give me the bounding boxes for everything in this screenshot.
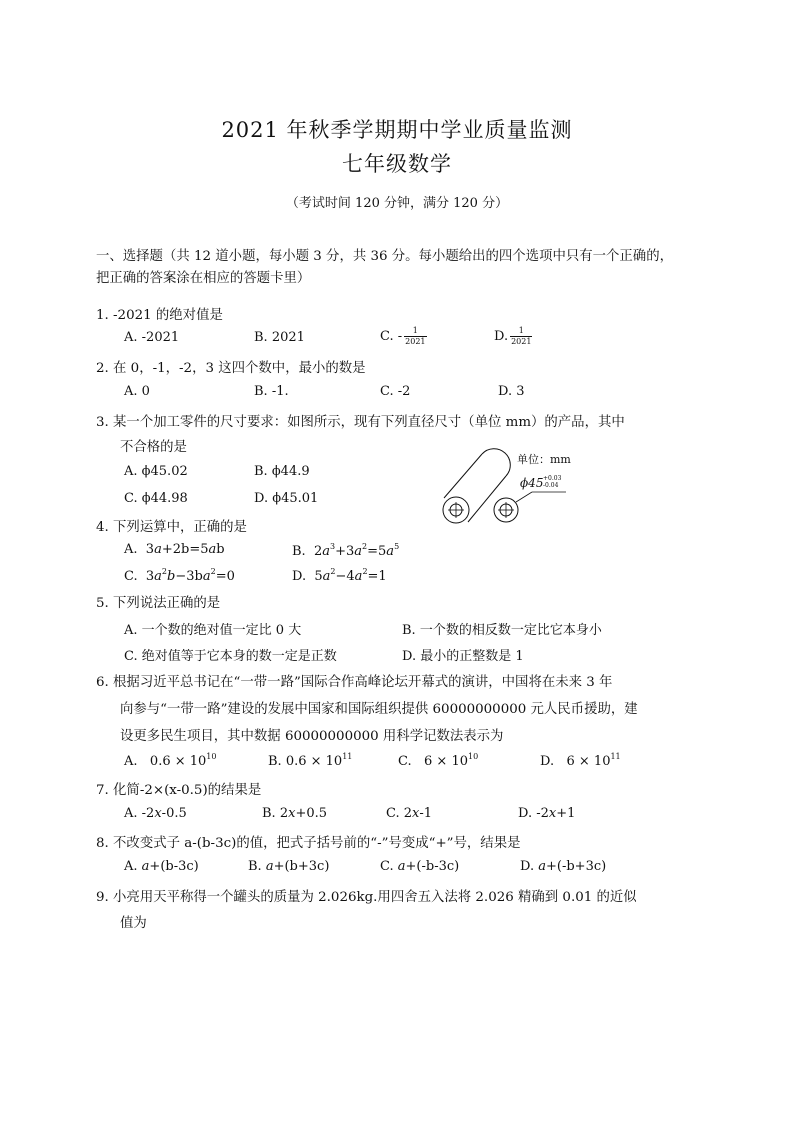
- exam-note: （考试时间 120 分钟，满分 120 分）: [285, 196, 509, 211]
- q4-option-d: D. $5a^2-4a^2=1$: [292, 567, 387, 584]
- q6-option-a: A. $0.6 \times 10^{10}$: [124, 752, 217, 769]
- q5-option-c: C. 绝对值等于它本身的数一定是正数: [124, 649, 337, 664]
- q8-option-c: C. a+(-b-3c): [380, 859, 460, 874]
- q5-option-a: A. 一个数的绝对值一定比 0 大: [124, 623, 302, 638]
- q4-option-c: C. $3a^2b-3ba^2=0$: [124, 567, 235, 584]
- q8-option-d: D. a+(-b+3c): [520, 859, 607, 874]
- question-6-line3: 设更多民生项目，其中数据 60000000000 用科学记数法表示为: [120, 729, 504, 744]
- q1-option-a: A. -2021: [124, 330, 180, 345]
- figure-tolerance: [543, 475, 561, 489]
- q7-option-d: D. -2x+1: [518, 806, 576, 821]
- q3-option-c: C. ϕ44.98: [124, 491, 188, 506]
- fraction-numerator: 1: [404, 326, 426, 337]
- question-4-stem: 4. 下列运算中，正确的是: [96, 520, 247, 535]
- fraction-numerator: 1: [510, 326, 532, 337]
- q1-option-b: B. 2021: [254, 330, 305, 345]
- q6-option-c: C. $6 \times 10^{10}$: [398, 752, 479, 769]
- q4-option-a: A. 3a+2b=5ab: [124, 542, 225, 557]
- figure-dimension-label: ϕ45: [520, 476, 544, 490]
- q1-option-c-prefix: C. -: [380, 329, 403, 344]
- question-7-stem: 7. 化简-2×(x-0.5)的结果是: [96, 783, 262, 798]
- q2-option-c: C. -2: [380, 384, 411, 399]
- question-9-line1: 9. 小亮用天平称得一个罐头的质量为 2.026kg.用四舍五入法将 2.026 精确到 0.01 的近似: [96, 890, 637, 905]
- q7-option-c: C. 2x-1: [386, 806, 433, 821]
- q2-option-d: D. 3: [498, 384, 525, 399]
- q6-option-b: B. $0.6 \times 10^{11}$: [268, 752, 353, 769]
- q3-option-d: D. ϕ45.01: [254, 491, 319, 506]
- fraction-denominator: 2021: [511, 337, 532, 346]
- q1-option-d: [494, 326, 532, 347]
- question-2-stem: 2. 在 0，-1，-2，3 这四个数中，最小的数是: [96, 361, 366, 376]
- question-9-line2: 值为: [120, 916, 147, 931]
- q7-option-b: B. 2x+0.5: [262, 806, 328, 821]
- question-5-stem: 5. 下列说法正确的是: [96, 596, 221, 611]
- q2-option-b: B. -1.: [254, 384, 289, 399]
- q4-option-b: B. $2a^3+3a^2=5a^5$: [292, 542, 400, 559]
- question-6-line2: 向参与“一带一路”建设的发展中国家和国际组织提供 60000000000 元人民币援助，建: [120, 702, 638, 717]
- q3-option-b: B. ϕ44.9: [254, 464, 310, 479]
- q1-option-d-prefix: D.: [494, 329, 509, 344]
- q8-option-a: A. a+(b-3c): [124, 859, 199, 874]
- q8-option-b: B. a+(b+3c): [248, 859, 330, 874]
- section-heading-line1: 一、选择题（共 12 道小题，每小题 3 分，共 36 分。每小题给出的四个选项中只有一个正确的，: [96, 249, 673, 264]
- question-3-stem-line2: 不合格的是: [120, 440, 187, 455]
- section-heading-line2: 把正确的答案涂在相应的答题卡里）: [96, 271, 311, 286]
- question-3-stem-line1: 3. 某一个加工零件的尺寸要求：如图所示，现有下列直径尺寸（单位 mm）的产品，其中: [96, 415, 625, 430]
- q1-option-c: [380, 326, 427, 347]
- question-8-stem: 8. 不改变式子 a-(b-3c)的值，把式子括号前的“-”号变成“+”号，结果是: [96, 836, 521, 851]
- cylinder-drawing: [436, 446, 596, 530]
- q6-option-d: D. $6 \times 10^{11}$: [540, 752, 621, 769]
- q1-option-c-fraction: [404, 326, 426, 347]
- fraction-denominator: 2021: [405, 337, 426, 346]
- exam-title: 2021 年秋季学期期中学业质量监测: [221, 118, 573, 142]
- q2-option-a: A. 0: [124, 384, 150, 399]
- q3-option-a: A. ϕ45.02: [124, 464, 188, 479]
- tolerance-upper: +0.03: [543, 475, 562, 482]
- q1-option-d-fraction: [510, 326, 532, 347]
- q5-option-d: D. 最小的正整数是 1: [402, 649, 524, 664]
- question-6-line1: 6. 根据习近平总书记在“一带一路”国际合作高峰论坛开幕式的演讲，中国将在未来 3 年: [96, 675, 613, 690]
- tolerance-lower: -0.04: [543, 482, 559, 489]
- exam-subject: 七年级数学: [342, 152, 452, 176]
- q7-option-a: A. -2x-0.5: [124, 806, 187, 821]
- figure-unit-label: 单位：mm: [517, 453, 571, 466]
- q5-option-b: B. 一个数的相反数一定比它本身小: [402, 623, 602, 638]
- question-1-stem: 1. -2021 的绝对值是: [96, 308, 223, 323]
- cylinder-figure: [436, 446, 596, 530]
